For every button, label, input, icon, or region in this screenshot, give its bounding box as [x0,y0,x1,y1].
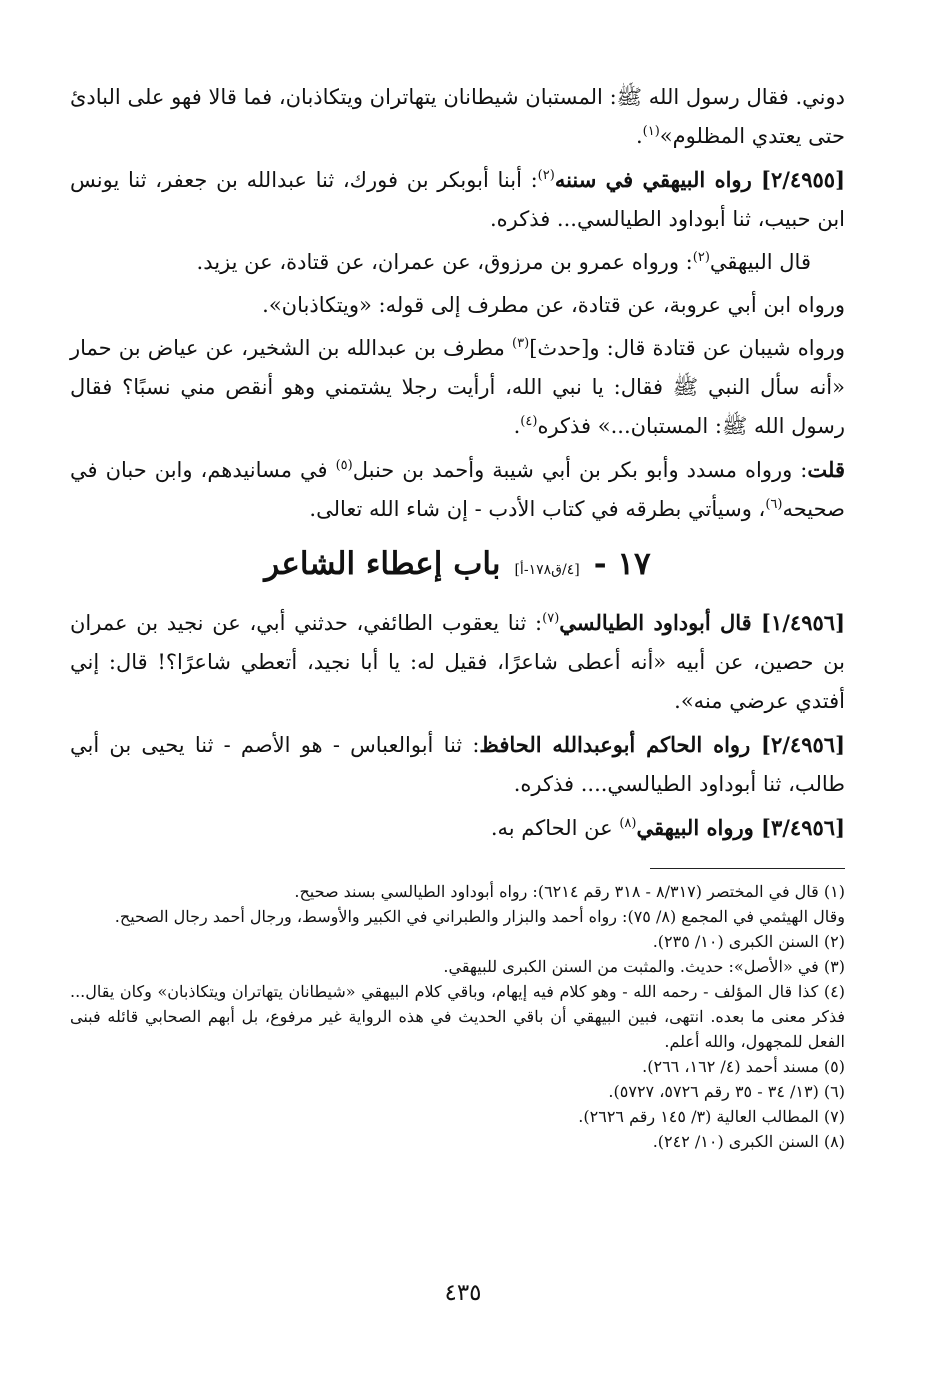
text: : أبنا أبوبكر بن فورك، ثنا عبدالله بن جعفر، ثنا يونس ابن حبيب، ثنا أبوداود الطيالسي... فذكره. [70,168,845,231]
footnote-ref-6[interactable]: (٦) [765,497,783,512]
text: . [513,414,521,438]
page-number: ٤٣٥ [444,1280,482,1306]
footnote-separator [650,868,845,869]
footnote-ref-7[interactable]: (٧) [542,611,560,626]
paragraph-1 [70,78,845,156]
footnote-6: (٦) (١٣/ ٣٤ - ٣٥ رقم ٥٧٢٦، ٥٧٢٧). [608,1082,845,1101]
text: : ورواه عمرو بن مرزوق، عن عمران، عن قتادة، عن يزيد. [196,250,693,274]
paragraph-2 [70,160,845,239]
text: : ثنا أبوالعباس - هو الأصم - ثنا يحيى بن أبي طالب، ثنا أبوداود الطيالسي.... فذكره. [70,733,845,796]
text: عن الحاكم به. [490,816,620,840]
paragraph-6 [70,450,845,529]
footnote-ref-2b[interactable]: (٢) [692,250,710,265]
footnote-ref-8[interactable]: (٨) [619,816,637,831]
manuscript-ref: [٤/ق١٧٨-أ] [514,562,580,578]
text: : ورواه مسدد وأبو بكر بن أبي شيبة وأحمد بن حنبل [352,458,808,482]
footnote-8: (٨) السنن الكبرى (١٠/ ٢٤٢). [652,1132,845,1151]
footnote-ref-2[interactable]: (٢) [537,168,555,183]
hadith-number: [٢/٤٩٥٥] رواه البيهقي في سننه [554,167,845,192]
chapter-title: باب إعطاء الشاعر [264,546,501,582]
footnote-1: (١) قال في المختصر (٨/٣١٧ - ٣١٨ رقم ٦٢١٤): رواه أبوداود الطيالسي بسند صحيح. [294,882,845,901]
paragraph-4: ورواه ابن أبي عروبة، عن قتادة، عن مطرف إلى قوله: «ويتكاذبان». [262,293,845,317]
hadith-number: [٣/٤٩٥٦] ورواه البيهقي [636,815,845,840]
footnote-ref-5[interactable]: (٥) [335,458,353,473]
footnote-4: (٤) كذا قال المؤلف - رحمه الله - وهو كلام فيه إيهام، وباقي كلام البيهقي «شيطانان يتهاتران ويتكاذبان» وكان يقال... فذكر معنى ما بعده. انتهى، فبين البيهقي أن باقي الحديث في هذه الرواية غير مرفوع، بل أبهم الصحابي قائله فبنى الفعل للمجهول، والله أعلم. [70,982,846,1051]
text: قال البيهقي [709,250,811,274]
text: ورواه شيبان عن قتادة قال: و[حدث] [529,336,845,360]
paragraph-9 [70,808,845,848]
qultu-label: قلت [807,457,845,482]
footnote-3: (٣) في «الأصل»: حديث. والمثبت من السنن الكبرى للبيهقي. [443,957,845,976]
footnote-ref-1[interactable]: (١) [642,124,660,139]
paragraph-8 [70,725,845,804]
footnote-1-continued: وقال الهيثمي في المجمع (٨/ ٧٥): رواه أحمد والبزار والطبراني في الكبير والأوسط، ورجال أحمد رجال الصحيح. [114,907,845,926]
paragraph-3 [70,243,845,282]
footnotes [70,879,845,1154]
text: دوني. فقال رسول الله ﷺ: المستبان شيطانان يتهاتران ويتكاذبان، فما قالا فهو على البادئ حتى يعتدي المظلوم» [70,85,845,148]
paragraph-5 [70,329,845,446]
page-content [70,78,845,1154]
text: ، وسيأتي بطرقه في كتاب الأدب - إن شاء الله تعالى. [309,497,766,521]
text: . [635,124,643,148]
footnote-2: (٢) السنن الكبرى (١٠/ ٢٣٥). [652,932,845,951]
text: : ثنا يعقوب الطائفي، حدثني أبي، عن نجيد بن عمران بن حصين، عن أبيه «أنه أعطى شاعرًا، فقيل له: يا أبا نجيد، أتعطي شاعرًا؟! قال: إني أفتدي عرضي منه». [70,611,845,713]
text: في مسانيدهم، وابن حبان في صحيحه [70,458,845,521]
text: مطرف بن عبدالله بن الشخير، عن عياض بن حمار «أنه سأل النبي ﷺ فقال: يا نبي الله، أرأيت رجلا يشتمني وهو أنقص مني نسبًا؟ فقال رسول الله ﷺ: المستبان...» فذكره [70,336,845,438]
footnote-5: (٥) مسند أحمد (٤/ ١٦٢، ٢٦٦). [642,1057,845,1076]
chapter-heading [70,539,845,595]
paragraph-7 [70,603,845,721]
footnote-ref-3[interactable]: (٣) [512,336,530,351]
footnote-ref-4[interactable]: (٤) [520,414,538,429]
chapter-number: ١٧ - [593,546,651,582]
footnote-7: (٧) المطالب العالية (٣/ ١٤٥ رقم ٢٦٢٦). [578,1107,845,1126]
hadith-number: [١/٤٩٥٦] قال أبوداود الطيالسي [559,610,845,635]
hadith-number: [٢/٤٩٥٦] رواه الحاكم أبوعبدالله الحافظ [479,732,845,757]
